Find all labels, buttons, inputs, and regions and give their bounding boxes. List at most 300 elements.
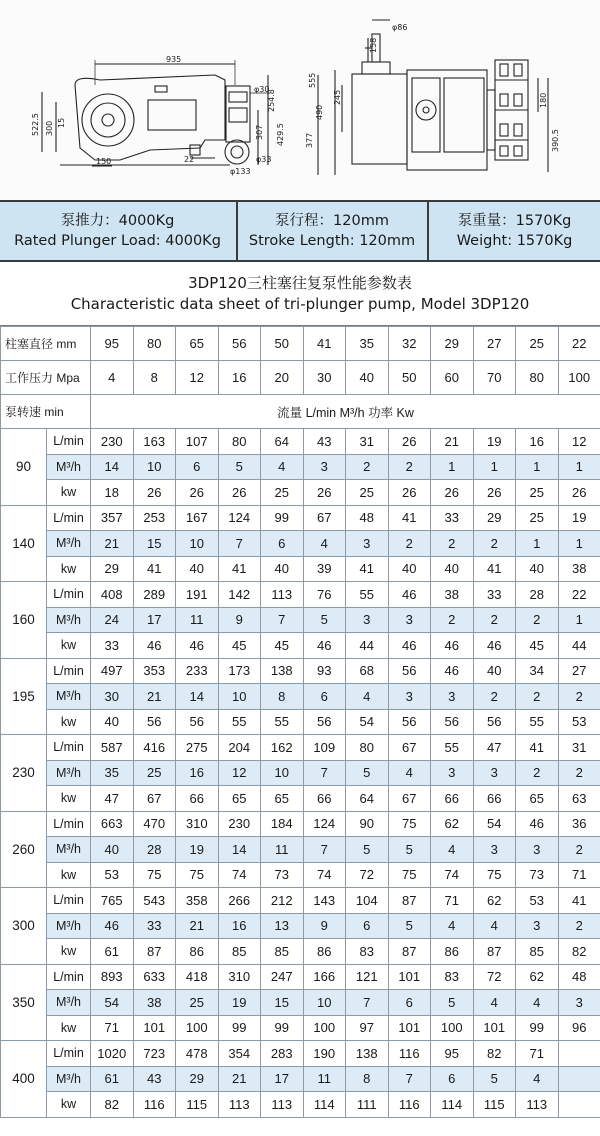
table-row	[1, 556, 600, 582]
value-cell: 45	[516, 633, 559, 659]
value-cell: 418	[176, 964, 219, 990]
value-cell: 14	[176, 684, 219, 710]
diameter-cell: 35	[346, 327, 389, 361]
value-cell: 29	[473, 505, 516, 531]
speed-cell: 195	[1, 658, 47, 735]
dim-label: 15	[57, 117, 66, 128]
pressure-cell: 16	[218, 361, 261, 395]
diameter-cell: 56	[218, 327, 261, 361]
value-cell: 25	[176, 990, 219, 1016]
pressure-cell: 50	[388, 361, 431, 395]
value-cell: 289	[133, 582, 176, 608]
unit-cell: M³/h	[47, 1066, 91, 1092]
pressure-cell: 60	[431, 361, 474, 395]
value-cell: 29	[91, 556, 134, 582]
value-cell: 19	[218, 990, 261, 1016]
value-cell: 53	[91, 862, 134, 888]
value-cell: 56	[388, 709, 431, 735]
value-cell: 5	[388, 913, 431, 939]
value-cell: 416	[133, 735, 176, 761]
value-cell: 162	[261, 735, 304, 761]
value-cell: 55	[516, 709, 559, 735]
unit-cell: kw	[47, 480, 91, 506]
value-cell: 56	[473, 709, 516, 735]
value-cell: 1	[558, 531, 600, 557]
pressure-cell: 70	[473, 361, 516, 395]
pressure-cell: 80	[516, 361, 559, 395]
value-cell: 765	[91, 888, 134, 914]
value-cell: 3	[473, 760, 516, 786]
value-cell: 46	[473, 633, 516, 659]
sheet-title-en: Characteristic data sheet of tri-plunger pump, Model 3DP120	[70, 294, 530, 313]
value-cell: 43	[303, 429, 346, 455]
value-cell: 7	[388, 1066, 431, 1092]
value-cell: 10	[261, 760, 304, 786]
value-cell: 1	[558, 454, 600, 480]
value-cell: 114	[303, 1092, 346, 1118]
diameter-cell: 95	[91, 327, 134, 361]
value-cell: 73	[516, 862, 559, 888]
table-row	[1, 735, 600, 761]
pressure-label: 工作压力 Mpa	[1, 361, 91, 395]
value-cell: 5	[473, 1066, 516, 1092]
value-cell: 71	[91, 1015, 134, 1041]
value-cell: 26	[303, 480, 346, 506]
value-cell: 66	[473, 786, 516, 812]
value-cell: 21	[91, 531, 134, 557]
value-cell: 6	[261, 531, 304, 557]
value-cell: 163	[133, 429, 176, 455]
value-cell: 96	[558, 1015, 600, 1041]
value-cell: 354	[218, 1041, 261, 1067]
spec-en: Stroke Length: 120mm	[248, 233, 416, 249]
value-cell: 40	[431, 556, 474, 582]
pressure-cell: 4	[91, 361, 134, 395]
spec-cn: 泵行程：120mm	[275, 213, 389, 229]
value-cell: 2	[473, 531, 516, 557]
unit-cell: kw	[47, 709, 91, 735]
value-cell: 21	[133, 684, 176, 710]
value-cell: 3	[303, 454, 346, 480]
value-cell: 74	[303, 862, 346, 888]
pressure-cell: 30	[303, 361, 346, 395]
value-cell: 8	[261, 684, 304, 710]
value-cell: 2	[388, 531, 431, 557]
value-cell: 41	[516, 735, 559, 761]
value-cell: 61	[91, 1066, 134, 1092]
value-cell: 2	[558, 684, 600, 710]
value-cell: 4	[516, 990, 559, 1016]
value-cell: 283	[261, 1041, 304, 1067]
value-cell: 93	[303, 658, 346, 684]
value-cell: 16	[218, 913, 261, 939]
value-cell: 67	[133, 786, 176, 812]
value-cell: 114	[431, 1092, 474, 1118]
value-cell: 138	[346, 1041, 389, 1067]
value-cell: 15	[133, 531, 176, 557]
value-cell: 99	[218, 1015, 261, 1041]
value-cell: 2	[431, 607, 474, 633]
value-cell: 633	[133, 964, 176, 990]
value-cell: 7	[346, 990, 389, 1016]
unit-cell: kw	[47, 1092, 91, 1118]
value-cell: 19	[558, 505, 600, 531]
value-cell: 233	[176, 658, 219, 684]
value-cell: 18	[91, 480, 134, 506]
value-cell: 40	[91, 709, 134, 735]
value-cell: 5	[218, 454, 261, 480]
value-cell: 1020	[91, 1041, 134, 1067]
table-row	[1, 531, 600, 557]
dim-label: φ86	[392, 23, 408, 32]
value-cell: 7	[218, 531, 261, 557]
value-cell: 97	[346, 1015, 389, 1041]
speed-cell: 140	[1, 505, 47, 582]
pressure-cell: 12	[176, 361, 219, 395]
value-cell: 115	[473, 1092, 516, 1118]
value-cell: 29	[176, 1066, 219, 1092]
value-cell: 9	[303, 913, 346, 939]
value-cell: 67	[303, 505, 346, 531]
value-cell: 408	[91, 582, 134, 608]
value-cell: 44	[558, 633, 600, 659]
value-cell: 11	[303, 1066, 346, 1092]
value-cell: 7	[303, 760, 346, 786]
value-cell: 6	[346, 913, 389, 939]
value-cell: 143	[303, 888, 346, 914]
value-cell: 16	[516, 429, 559, 455]
value-cell: 31	[558, 735, 600, 761]
value-cell: 230	[91, 429, 134, 455]
value-cell: 72	[473, 964, 516, 990]
dim-label: 555	[308, 72, 317, 88]
value-cell: 497	[91, 658, 134, 684]
value-cell: 101	[473, 1015, 516, 1041]
unit-cell: L/min	[47, 811, 91, 837]
value-cell: 14	[218, 837, 261, 863]
value-cell	[558, 1041, 600, 1067]
unit-cell: kw	[47, 939, 91, 965]
value-cell: 15	[261, 990, 304, 1016]
value-cell: 358	[176, 888, 219, 914]
value-cell: 71	[431, 888, 474, 914]
speed-cell: 160	[1, 582, 47, 659]
spec-en: Weight: 1570Kg	[456, 233, 573, 249]
value-cell: 43	[133, 1066, 176, 1092]
value-cell: 6	[303, 684, 346, 710]
value-cell: 4	[431, 837, 474, 863]
value-cell: 19	[473, 429, 516, 455]
unit-cell: L/min	[47, 658, 91, 684]
unit-cell: kw	[47, 786, 91, 812]
value-cell: 3	[388, 607, 431, 633]
value-cell: 35	[91, 760, 134, 786]
value-cell: 116	[133, 1092, 176, 1118]
dim-label: 158	[369, 37, 378, 53]
value-cell: 66	[303, 786, 346, 812]
table-row	[1, 607, 600, 633]
value-cell: 76	[303, 582, 346, 608]
value-cell: 46	[516, 811, 559, 837]
value-cell: 41	[346, 556, 389, 582]
value-cell: 33	[431, 505, 474, 531]
value-cell: 54	[473, 811, 516, 837]
performance-table	[0, 326, 600, 1118]
value-cell: 14	[91, 454, 134, 480]
value-cell: 111	[346, 1092, 389, 1118]
value-cell: 17	[261, 1066, 304, 1092]
unit-cell: kw	[47, 862, 91, 888]
value-cell: 5	[346, 837, 389, 863]
value-cell: 40	[91, 837, 134, 863]
value-cell: 95	[431, 1041, 474, 1067]
value-cell: 587	[91, 735, 134, 761]
spec-plunger-load	[0, 202, 235, 260]
table-row	[1, 1066, 600, 1092]
value-cell: 116	[388, 1041, 431, 1067]
dim-label: 300	[45, 120, 54, 136]
value-cell: 7	[303, 837, 346, 863]
dim-label: φ133	[230, 167, 251, 176]
value-cell: 80	[218, 429, 261, 455]
value-cell: 39	[303, 556, 346, 582]
value-cell: 46	[388, 633, 431, 659]
value-cell: 62	[473, 888, 516, 914]
value-cell: 25	[516, 480, 559, 506]
value-cell: 10	[176, 531, 219, 557]
value-cell: 34	[516, 658, 559, 684]
sheet-title-cn: 3DP120三柱塞往复泵性能参数表	[188, 273, 412, 292]
value-cell: 40	[388, 556, 431, 582]
value-cell: 113	[261, 1092, 304, 1118]
value-cell: 68	[346, 658, 389, 684]
value-cell: 478	[176, 1041, 219, 1067]
value-cell: 56	[133, 709, 176, 735]
value-cell: 48	[558, 964, 600, 990]
value-cell: 2	[346, 454, 389, 480]
value-cell: 46	[431, 658, 474, 684]
value-cell: 62	[516, 964, 559, 990]
value-cell: 73	[261, 862, 304, 888]
diameter-label: 柱塞直径 mm	[1, 327, 91, 361]
value-cell: 11	[261, 837, 304, 863]
value-cell: 38	[431, 582, 474, 608]
value-cell: 41	[218, 556, 261, 582]
value-cell: 470	[133, 811, 176, 837]
table-row	[1, 888, 600, 914]
value-cell: 45	[261, 633, 304, 659]
value-cell: 4	[261, 454, 304, 480]
value-cell: 66	[176, 786, 219, 812]
pump-outline-drawing	[0, 0, 600, 200]
value-cell: 55	[218, 709, 261, 735]
value-cell: 36	[558, 811, 600, 837]
value-cell: 25	[261, 480, 304, 506]
value-cell: 99	[516, 1015, 559, 1041]
value-cell: 6	[388, 990, 431, 1016]
value-cell: 80	[346, 735, 389, 761]
table-row	[1, 709, 600, 735]
unit-cell: M³/h	[47, 990, 91, 1016]
value-cell: 25	[516, 505, 559, 531]
speed-cell: 230	[1, 735, 47, 812]
value-cell: 44	[346, 633, 389, 659]
speed-cell: 90	[1, 429, 47, 506]
unit-cell: L/min	[47, 1041, 91, 1067]
value-cell: 99	[261, 505, 304, 531]
value-cell: 63	[558, 786, 600, 812]
value-cell: 310	[176, 811, 219, 837]
table-row	[1, 1092, 600, 1118]
table-row	[1, 582, 600, 608]
value-cell: 19	[176, 837, 219, 863]
value-cell: 46	[303, 633, 346, 659]
value-cell: 74	[431, 862, 474, 888]
unit-cell: L/min	[47, 582, 91, 608]
value-cell: 86	[176, 939, 219, 965]
value-cell: 12	[558, 429, 600, 455]
value-cell: 204	[218, 735, 261, 761]
diameter-cell: 25	[516, 327, 559, 361]
value-cell: 121	[346, 964, 389, 990]
value-cell: 8	[346, 1066, 389, 1092]
value-cell: 543	[133, 888, 176, 914]
value-cell: 1	[516, 454, 559, 480]
value-cell: 87	[388, 888, 431, 914]
value-cell: 663	[91, 811, 134, 837]
table-row	[1, 658, 600, 684]
value-cell: 12	[218, 760, 261, 786]
value-cell: 115	[176, 1092, 219, 1118]
value-cell: 53	[558, 709, 600, 735]
flow-units-label: 流量 L/min M³/h 功率 Kw	[91, 395, 600, 429]
value-cell: 67	[388, 786, 431, 812]
dim-label: φ30	[254, 85, 270, 94]
value-cell: 113	[218, 1092, 261, 1118]
value-cell: 100	[303, 1015, 346, 1041]
value-cell: 3	[473, 837, 516, 863]
value-cell: 47	[473, 735, 516, 761]
value-cell: 87	[133, 939, 176, 965]
value-cell: 1	[558, 607, 600, 633]
value-cell: 2	[473, 607, 516, 633]
value-cell: 310	[218, 964, 261, 990]
diameter-cell: 32	[388, 327, 431, 361]
value-cell: 21	[176, 913, 219, 939]
value-cell: 4	[473, 990, 516, 1016]
value-cell: 10	[133, 454, 176, 480]
value-cell: 1	[516, 531, 559, 557]
value-cell: 212	[261, 888, 304, 914]
value-cell: 48	[346, 505, 389, 531]
value-cell: 2	[473, 684, 516, 710]
value-cell: 28	[516, 582, 559, 608]
value-cell: 33	[473, 582, 516, 608]
value-cell: 38	[133, 990, 176, 1016]
value-cell: 101	[388, 964, 431, 990]
value-cell: 5	[388, 837, 431, 863]
value-cell: 26	[388, 480, 431, 506]
value-cell: 11	[176, 607, 219, 633]
value-cell: 75	[473, 862, 516, 888]
value-cell: 83	[431, 964, 474, 990]
value-cell: 26	[558, 480, 600, 506]
value-cell: 3	[346, 607, 389, 633]
diameter-cell: 41	[303, 327, 346, 361]
diameter-cell: 27	[473, 327, 516, 361]
value-cell: 71	[516, 1041, 559, 1067]
speed-cell: 350	[1, 964, 47, 1041]
value-cell: 55	[346, 582, 389, 608]
dim-label: 522.5	[31, 113, 40, 136]
value-cell: 357	[91, 505, 134, 531]
value-cell: 65	[261, 786, 304, 812]
value-cell: 113	[261, 582, 304, 608]
value-cell: 75	[388, 862, 431, 888]
value-cell: 61	[91, 939, 134, 965]
dim-label: 22	[184, 155, 195, 164]
value-cell: 41	[133, 556, 176, 582]
value-cell: 10	[218, 684, 261, 710]
diameter-cell: 65	[176, 327, 219, 361]
value-cell: 41	[388, 505, 431, 531]
value-cell: 3	[346, 531, 389, 557]
value-cell: 82	[473, 1041, 516, 1067]
dim-label: 180	[539, 92, 548, 108]
value-cell: 2	[431, 531, 474, 557]
table-row	[1, 939, 600, 965]
value-cell: 173	[218, 658, 261, 684]
value-cell: 46	[133, 633, 176, 659]
value-cell: 191	[176, 582, 219, 608]
value-cell: 21	[431, 429, 474, 455]
value-cell: 2	[388, 454, 431, 480]
spec-cn: 泵重量：1570Kg	[457, 213, 572, 229]
value-cell: 142	[218, 582, 261, 608]
value-cell: 87	[473, 939, 516, 965]
unit-cell: M³/h	[47, 607, 91, 633]
value-cell: 3	[431, 760, 474, 786]
value-cell: 31	[346, 429, 389, 455]
value-cell: 5	[431, 990, 474, 1016]
value-cell: 2	[558, 760, 600, 786]
unit-cell: L/min	[47, 735, 91, 761]
value-cell: 4	[303, 531, 346, 557]
unit-cell: M³/h	[47, 913, 91, 939]
value-cell: 75	[133, 862, 176, 888]
value-cell: 107	[176, 429, 219, 455]
diameter-cell: 22	[558, 327, 600, 361]
speed-cell: 260	[1, 811, 47, 888]
table-row	[1, 480, 600, 506]
value-cell: 9	[218, 607, 261, 633]
unit-cell: kw	[47, 1015, 91, 1041]
value-cell: 1	[431, 454, 474, 480]
value-cell: 41	[473, 556, 516, 582]
table-row	[1, 760, 600, 786]
flow-header-row	[1, 395, 600, 429]
dim-label: 150	[96, 157, 112, 166]
value-cell: 100	[176, 1015, 219, 1041]
value-cell: 41	[558, 888, 600, 914]
value-cell: 83	[346, 939, 389, 965]
unit-cell: L/min	[47, 888, 91, 914]
spec-band	[0, 200, 600, 262]
value-cell: 38	[558, 556, 600, 582]
value-cell: 2	[516, 760, 559, 786]
value-cell: 64	[261, 429, 304, 455]
table-row	[1, 1041, 600, 1067]
